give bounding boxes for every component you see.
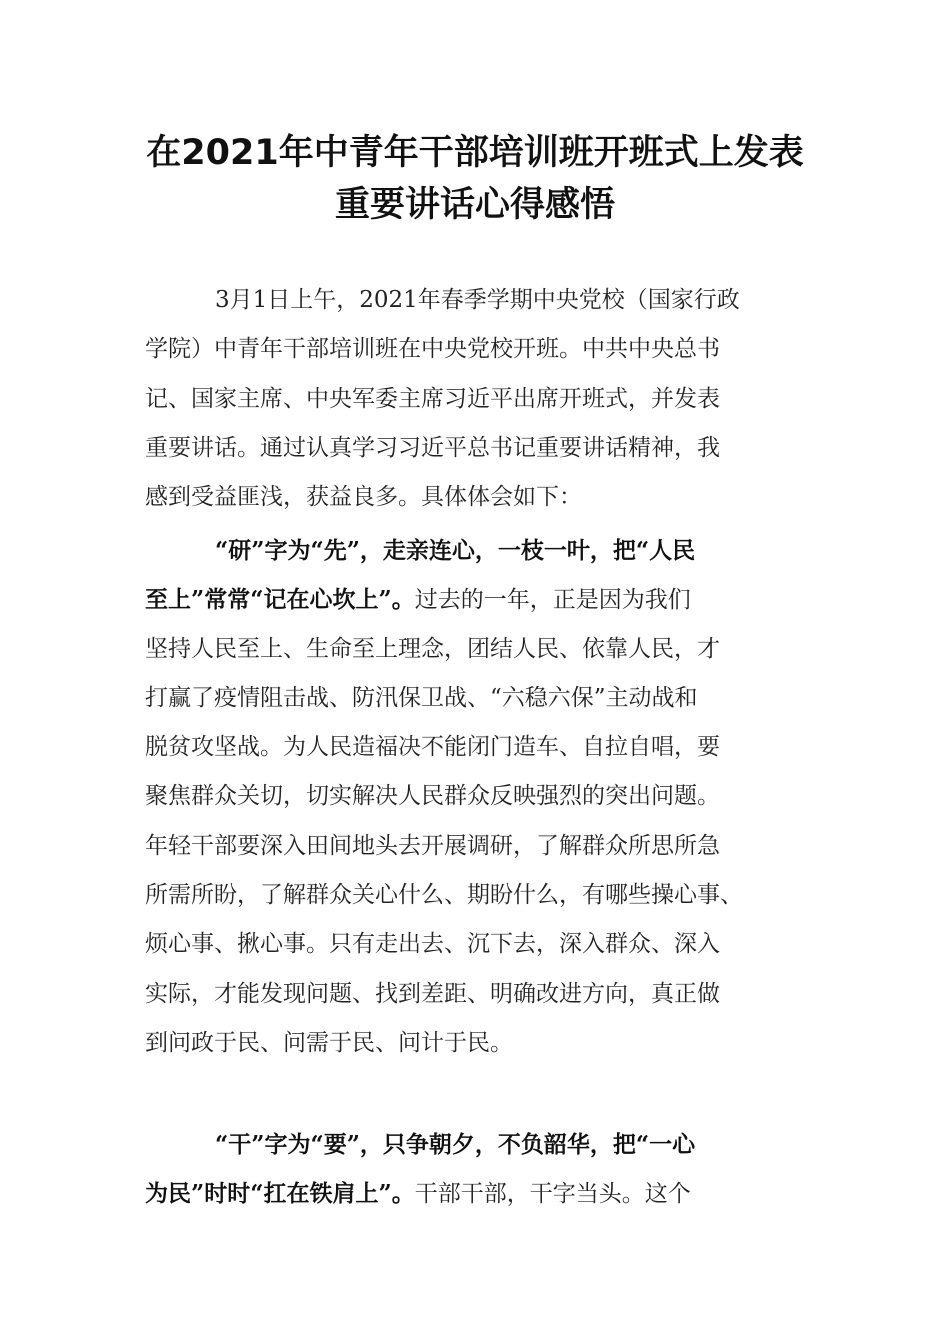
paragraph-research bbox=[145, 526, 805, 1068]
document-title-line-1: 在2021年中青年干部培训班开班式上发表 bbox=[146, 133, 804, 173]
paragraph-line bbox=[145, 526, 805, 575]
paragraph-line bbox=[145, 1120, 805, 1169]
paragraph-line: 记、国家主席、中央军委主席习近平出席开班式，并发表 bbox=[145, 385, 720, 412]
paragraph-line: 坚持人民至上、生命至上理念，团结人民、依靠人民，才 bbox=[145, 635, 720, 662]
paragraph-line: 所需所盼，了解群众关心什么、期盼什么，有哪些操心事、 bbox=[145, 882, 743, 909]
paragraph-line: 实际，才能发现问题、找到差距、明确改进方向，真正做 bbox=[145, 980, 720, 1007]
paragraph-line bbox=[145, 1169, 805, 1218]
paragraph-line: 打赢了疫情阻击战、防汛保卫战、“六稳六保”主动战和 bbox=[145, 684, 698, 711]
paragraph-line: 聚焦群众关切，切实解决人民群众反映强烈的突出问题。 bbox=[145, 783, 720, 810]
section-heading-research-part2: 至上”常常“记在心坎上”。 bbox=[145, 586, 415, 614]
section-heading-research-part1: “研”字为“先”，走亲连心，一枝一叶，把“人民 bbox=[215, 537, 696, 564]
paragraph-line: 感到受益匪浅，获益良多。具体体会如下： bbox=[145, 484, 582, 511]
paragraph-line: 脱贫攻坚战。为人民造福决不能闭门造车、自拉自唱，要 bbox=[145, 734, 720, 761]
paragraph-line: 年轻干部要深入田间地头去开展调研，了解群众所思所急 bbox=[145, 832, 720, 859]
document-title-line-2: 重要讲话心得感悟 bbox=[334, 185, 615, 225]
section-heading-action-part2: 为民”时时“扛在铁肩上”。 bbox=[145, 1180, 415, 1208]
paragraph-line: 学院）中青年干部培训班在中央党校开班。中共中央总书 bbox=[145, 336, 720, 363]
paragraph-text: 干部干部，干字当头。这个 bbox=[414, 1181, 691, 1208]
paragraph-line: 烦心事、揪心事。只有走出去、沉下去，深入群众、深入 bbox=[145, 931, 720, 958]
paragraph-action bbox=[145, 1120, 805, 1219]
paragraph-line: 3月1日上午，2021年春季学期中央党校（国家行政 bbox=[215, 287, 740, 313]
paragraph-line: 到问政于民、问需于民、问计于民。 bbox=[145, 1029, 513, 1056]
paragraph-line: 重要讲话。通过认真学习习近平总书记重要讲话精神，我 bbox=[145, 434, 720, 461]
section-heading-action-part1: “干”字为“要”，只争朝夕，不负韶华，把“一心 bbox=[215, 1131, 696, 1158]
paragraph-intro bbox=[145, 276, 805, 522]
paragraph-text: 过去的一年，正是因为我们 bbox=[414, 587, 691, 614]
paragraph-line bbox=[145, 575, 805, 624]
